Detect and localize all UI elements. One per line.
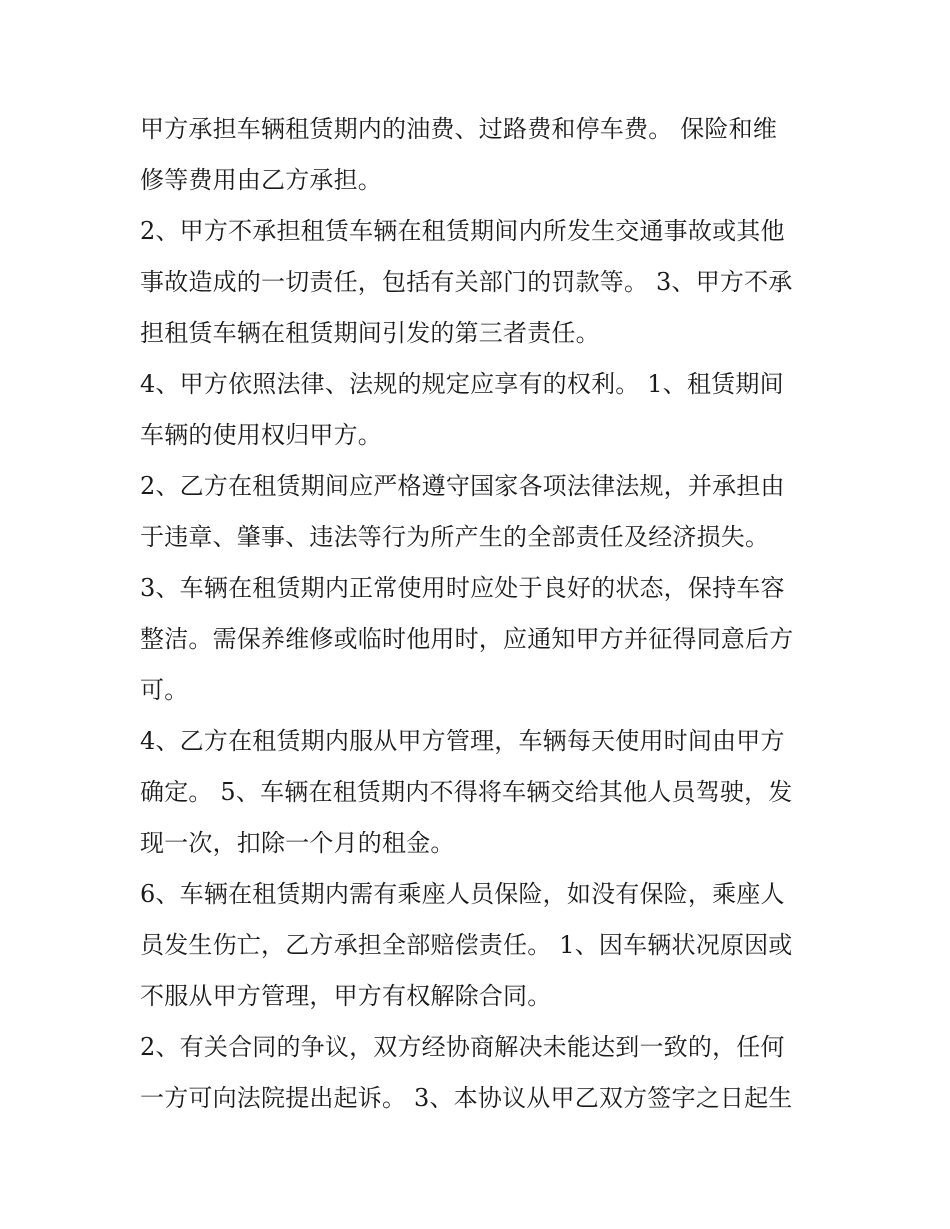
text-line: 3、车辆在租赁期内正常使用时应处于良好的状态，保持车容 [140,574,785,602]
text-line: 整洁。需保养维修或临时他用时，应通知甲方并征得同意后方 [140,625,794,653]
text-line: 不服从甲方管理，甲方有权解除合同。 [140,982,552,1010]
text-line: 2、有关合同的争议，双方经协商解决未能达到一致的，任何 [140,1033,785,1061]
text-line: 车辆的使用权归甲方。 [140,421,382,449]
text-line: 现一次，扣除一个月的租金。 [140,829,455,857]
text-line: 4、甲方依照法律、法规的规定应享有的权利。 1、租赁期间 [140,370,784,398]
text-line: 担租赁车辆在租赁期间引发的第三者责任。 [140,319,600,347]
text-line: 事故造成的一切责任，包括有关部门的罚款等。 3、甲方不承 [140,268,793,296]
document-body [140,104,820,1124]
text-line: 2、乙方在租赁期间应严格遵守国家各项法律法规，并承担由 [140,472,785,500]
text-line: 6、车辆在租赁期内需有乘座人员保险，如没有保险，乘座人 [140,880,785,908]
text-line: 2、甲方不承担租赁车辆在租赁期间内所发生交通事故或其他 [140,217,785,245]
text-line: 4、乙方在租赁期内服从甲方管理，车辆每天使用时间由甲方 [140,727,785,755]
text-line: 于违章、肇事、违法等行为所产生的全部责任及经济损失。 [140,523,770,551]
text-line: 确定。 5、车辆在租赁期内不得将车辆交给其他人员驾驶，发 [140,778,793,806]
text-line: 一方可向法院提出起诉。 3、本协议从甲乙双方签字之日起生 [140,1084,793,1112]
text-line: 可。 [140,676,189,704]
text-line: 修等费用由乙方承担。 [140,166,382,194]
text-line: 甲方承担车辆租赁期内的油费、过路费和停车费。 保险和维 [140,115,778,143]
text-line: 员发生伤亡，乙方承担全部赔偿责任。 1、因车辆状况原因或 [140,931,793,959]
